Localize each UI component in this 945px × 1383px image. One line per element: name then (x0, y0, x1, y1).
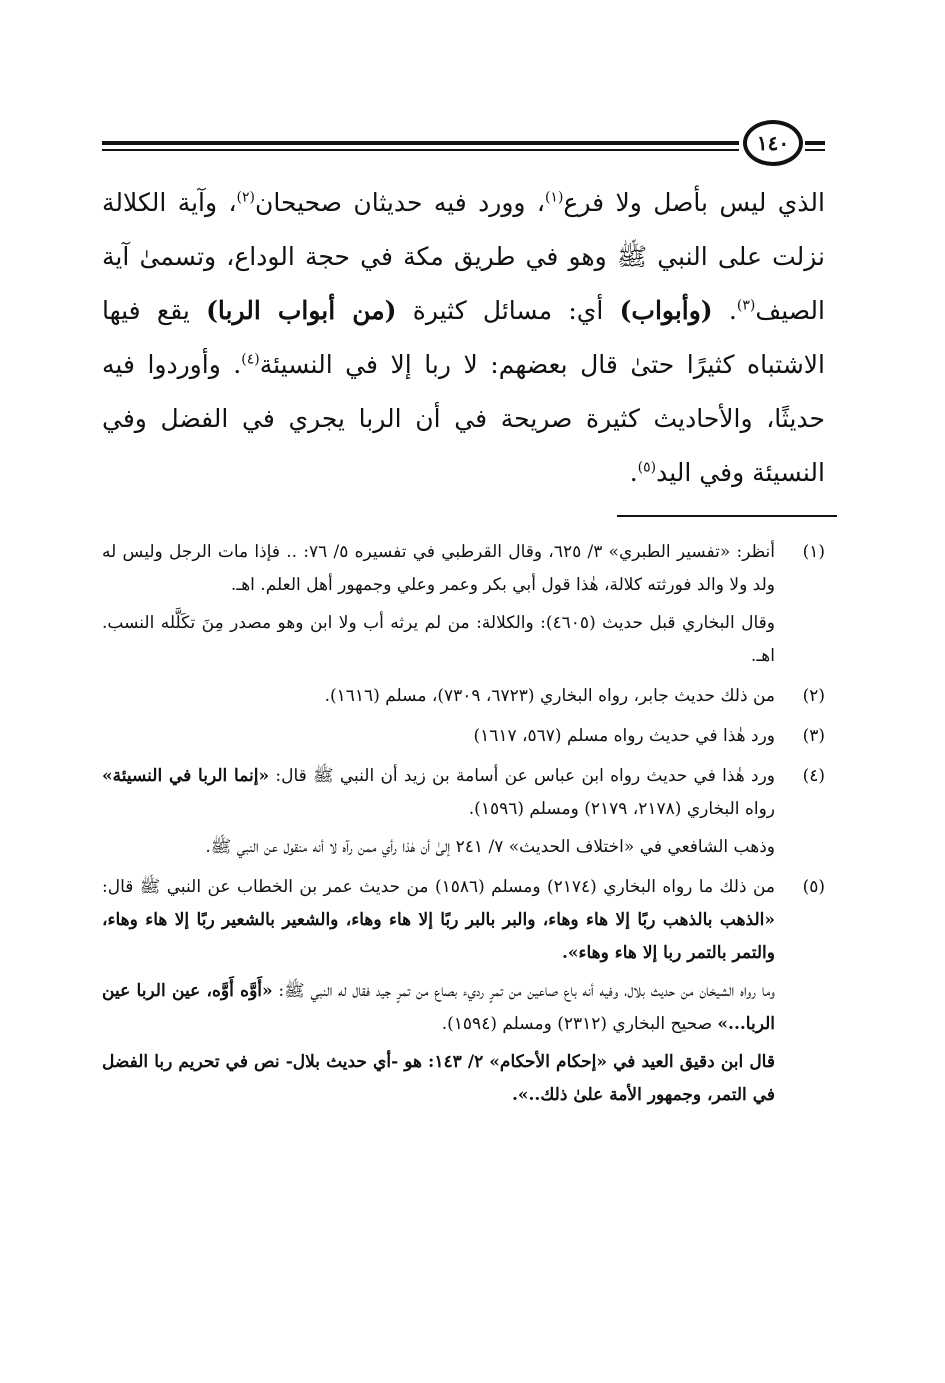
header-rule-right-thick (805, 141, 825, 145)
main-text (102, 176, 825, 500)
footnote-ref-1[interactable]: (١) (544, 189, 564, 206)
main-segment: . (712, 296, 737, 325)
footnote-number: (٣) (802, 726, 825, 746)
footnote-number: (٥) (802, 877, 825, 897)
footnote-ref-4[interactable]: (٤) (241, 351, 260, 368)
header-rule-thin (102, 149, 739, 151)
footnote-1 (102, 536, 825, 673)
footnote-number: (٢) (802, 686, 825, 706)
main-segment: . (629, 458, 638, 487)
hadith-quote: «إنما الربا في النسيئة» (102, 766, 270, 786)
footnotes (102, 536, 825, 1119)
main-segment: الذي ليس بأصل ولا فرع (563, 188, 825, 217)
footnote-text: من ذلك حديث جابر، رواه البخاري (٦٧٢٣، ٧٣٠٩)، مسلم (١٦١٦). (324, 686, 775, 706)
header-rule-thick (102, 141, 739, 145)
footnote-segment: رواه البخاري (٢١٧٨، ٢١٧٩) ومسلم (١٥٩٦). (468, 799, 775, 819)
footnote-3 (102, 720, 825, 753)
page-header (102, 120, 825, 170)
footnote-text (102, 760, 775, 826)
footnote-2 (102, 680, 825, 713)
footnote-text: وقال البخاري قبل حديث (٤٦٠٥): والكلالة: من لم يرثه أب ولا ابن وهو مصدر مِنَ تكَلَّله النسب. اهـ. (102, 613, 775, 666)
footnote-text: وذهب الشافعي في «اختلاف الحديث» ٧/ ٢٤١ إلىٰ أن هٰذا رأي ممن رآه لا أنه منقول عن النبي ﷺ. (205, 837, 775, 857)
footnote-segment: وجمهور الأمة علىٰ ذلك..». (511, 1085, 702, 1105)
footnote-separator (617, 515, 837, 517)
main-segment: ، وآية الكلالة نزلت على النبي ﷺ وهو في طريق مكة في حجة الوداع، وتسمىٰ آية الصيف (102, 188, 825, 325)
footnote-text (102, 1046, 775, 1112)
main-segment: . وأوردوا فيه حديثًا، والأحاديث كثيرة صريحة في أن الربا يجري في الفضل وفي النسيئة وفي اليد (102, 350, 825, 487)
header-rule-right-thin (805, 149, 825, 151)
footnote-segment: ورد هٰذا في حديث رواه ابن عباس عن أسامة بن زيد أن النبي ﷺ قال: (269, 766, 775, 786)
footnote-text: أنظر: «تفسير الطبري» ٣/ ٦٢٥، وقال القرطبي في تفسيره ٥/ ٧٦: .. فإذا مات الرجل وليس له ولد ولا والد فورثته كلالة، هٰذا قول أبي بكر وعمر وعلي وجمهور أهل العلم. اهـ. (102, 542, 776, 595)
main-paragraph (102, 176, 825, 500)
footnote-text: ورد هٰذا في حديث رواه مسلم (٥٦٧، ١٦١٧) (473, 726, 775, 746)
main-segment: أي: مسائل كثيرة (396, 296, 620, 325)
footnote-segment: صحيح البخاري (٢٣١٢) ومسلم (١٥٩٤). (441, 1014, 718, 1034)
footnote-text (102, 975, 775, 1041)
footnote-segment: من ذلك ما رواه البخاري (٢١٧٤) ومسلم (١٥٨٦) من حديث عمر بن الخطاب عن النبي ﷺ قال: (102, 877, 776, 897)
footnote-ref-2[interactable]: (٢) (236, 189, 255, 206)
footnote-number: (٤) (802, 766, 825, 786)
footnote-segment: وما رواه الشيخان من حديث بلال، وفيه أنه باع صاعين من تمرٍ رديء بصاع من تمرٍ جيد فقال له النبي ﷺ: (272, 981, 775, 1001)
footnote-5 (102, 871, 825, 1112)
hadith-quote: «أَوَّه أَوَّه، عين الربا عين الربا...» (102, 981, 775, 1034)
hadith-quote: «الذهب بالذهب ربًا إلا هاء وهاء، والبر بالبر ربًا إلا هاء وهاء، والشعير بالشعير ربًا إلا هاء وهاء، والتمر بالتمر ربا إلا هاء وهاء». (102, 910, 775, 963)
main-segment: يقع فيها الاشتباه كثيرًا حتىٰ قال بعضهم: لا ربا إلا في النسيئة (102, 296, 825, 379)
footnote-ref-5[interactable]: (٥) (637, 459, 657, 476)
page-number: ١٤٠ (743, 120, 803, 166)
main-segment: ، وورد فيه حديثان صحيحان (255, 188, 545, 217)
footnote-number: (١) (802, 542, 825, 562)
footnote-ref-3[interactable]: (٣) (736, 297, 756, 314)
footnote-4 (102, 760, 825, 864)
footnote-text (102, 871, 775, 970)
footnote-segment: قال ابن دقيق العيد في «إحكام الأحكام» ٢/ ١٤٣: هو -أي حديث بلال- نص في تحريم ربا الفضل في التمر، (102, 1052, 775, 1105)
bold-term: (وأبواب) (619, 296, 713, 325)
bold-term: (من أبواب الربا) (206, 296, 397, 325)
